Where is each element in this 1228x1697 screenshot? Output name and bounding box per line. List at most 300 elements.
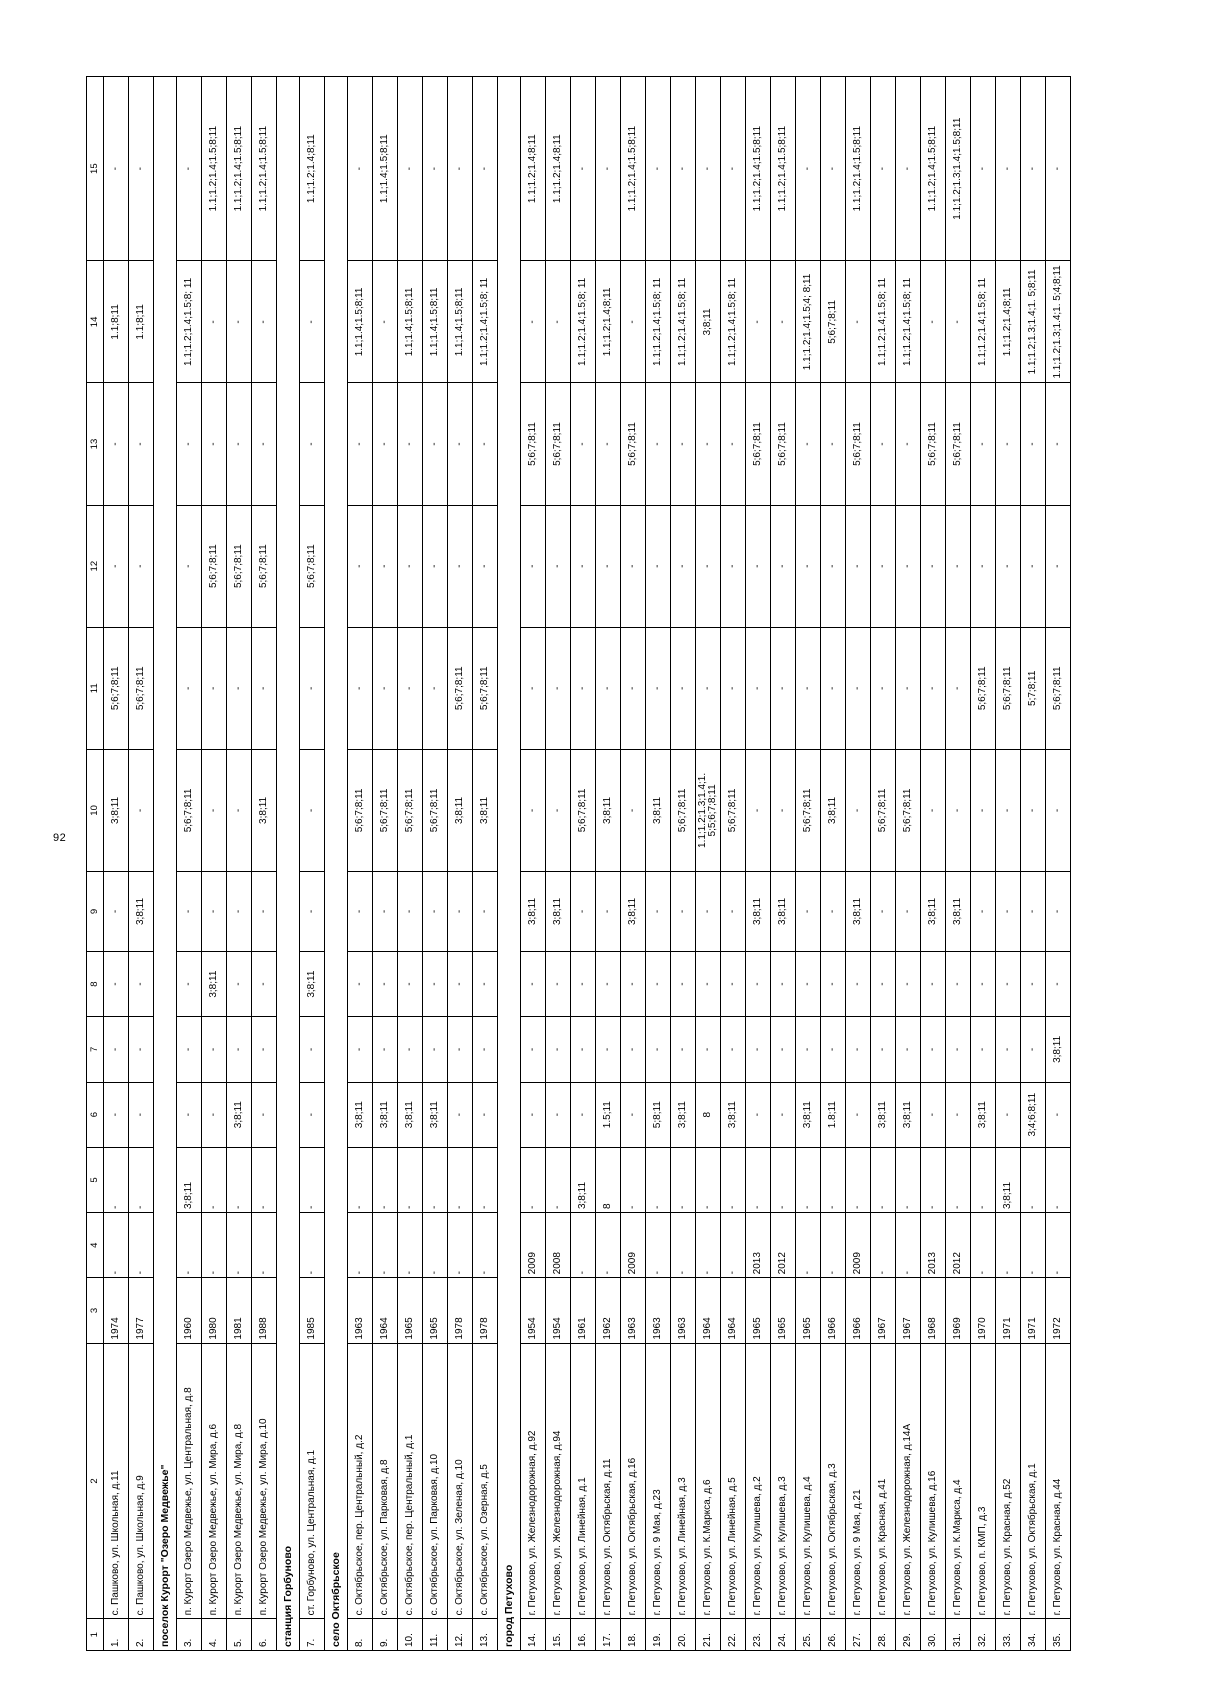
table-row: [227, 77, 252, 1651]
table-cell: -: [821, 871, 846, 951]
table-cell: -: [996, 383, 1021, 505]
table-cell: -: [621, 1147, 646, 1212]
table-row: [521, 77, 546, 1651]
year-cell: 1971: [1021, 1278, 1046, 1343]
table-cell: -: [348, 627, 373, 749]
table-cell: -: [996, 1082, 1021, 1147]
row-number: 8.: [348, 1619, 373, 1651]
table-cell: -: [721, 627, 746, 749]
table-cell: -: [129, 749, 154, 871]
table-cell: -: [971, 951, 996, 1016]
year-cell: 1964: [696, 1278, 721, 1343]
year-cell: 1960: [177, 1278, 202, 1343]
table-cell: -: [621, 505, 646, 627]
table-cell: -: [896, 1213, 921, 1278]
table-cell: 3;8;11: [671, 1082, 696, 1147]
table-cell: 3;8;11: [646, 749, 671, 871]
table-cell: -: [300, 261, 325, 383]
address-cell: г. Петухово, п. КМП, д.3: [971, 1343, 996, 1619]
table-cell: -: [1046, 749, 1071, 871]
table-cell: -: [473, 871, 498, 951]
document-viewport: [86, 76, 1228, 1647]
table-cell: 1.1;1.2;1.4;8;11: [521, 77, 546, 261]
table-cell: -: [896, 951, 921, 1016]
table-cell: 3;8;11: [796, 1082, 821, 1147]
table-row: [796, 77, 821, 1651]
table-cell: -: [671, 1017, 696, 1082]
table-cell: -: [571, 1082, 596, 1147]
table-cell: -: [871, 77, 896, 261]
table-cell: -: [398, 627, 423, 749]
table-cell: -: [423, 1147, 448, 1212]
year-cell: 1954: [546, 1278, 571, 1343]
table-cell: -: [227, 1017, 252, 1082]
table-cell: -: [921, 627, 946, 749]
table-cell: -: [871, 505, 896, 627]
table-cell: 1.1;1.2;1.4;1.5;8;11: [846, 77, 871, 261]
table-cell: -: [398, 1017, 423, 1082]
column-header: 4: [87, 1213, 104, 1278]
table-cell: -: [846, 749, 871, 871]
table-cell: -: [846, 627, 871, 749]
table-cell: -: [996, 951, 1021, 1016]
year-cell: 1978: [448, 1278, 473, 1343]
table-cell: -: [846, 1147, 871, 1212]
table-cell: 3;8;11: [177, 1147, 202, 1212]
address-cell: г. Петухово, ул. Октябрьская, д.1: [1021, 1343, 1046, 1619]
year-cell: 1970: [971, 1278, 996, 1343]
table-cell: -: [129, 77, 154, 261]
column-header: 7: [87, 1017, 104, 1082]
table-cell: -: [971, 749, 996, 871]
table-cell: 5;6;7;8;11: [846, 383, 871, 505]
table-cell: 5;6;7;8;11: [348, 749, 373, 871]
section-title: поселок Курорт "Озеро Медвежье": [154, 77, 177, 1651]
table-cell: -: [646, 1213, 671, 1278]
row-number: 29.: [896, 1619, 921, 1651]
table-cell: -: [646, 871, 671, 951]
year-cell: 1964: [373, 1278, 398, 1343]
table-cell: -: [896, 1147, 921, 1212]
table-cell: 1.1;1.2;1.3;1.4;1. 5;8;11: [1021, 261, 1046, 383]
table-cell: -: [821, 383, 846, 505]
table-cell: -: [796, 383, 821, 505]
table-cell: -: [129, 1017, 154, 1082]
table-cell: -: [996, 1213, 1021, 1278]
table-cell: 1.1;1.2;1.4;8;11: [300, 77, 325, 261]
table-cell: -: [423, 383, 448, 505]
year-cell: 1965: [796, 1278, 821, 1343]
table-cell: -: [846, 261, 871, 383]
table-cell: -: [796, 505, 821, 627]
table-cell: 5;6;7;8;11: [996, 627, 1021, 749]
year-cell: 1972: [1046, 1278, 1071, 1343]
table-row: [746, 77, 771, 1651]
address-cell: г. Петухово, ул. Октябрьская, д.11: [596, 1343, 621, 1619]
table-cell: 5;6;7;8;11: [373, 749, 398, 871]
address-cell: г. Петухово, ул. Линейная, д.1: [571, 1343, 596, 1619]
table-cell: -: [129, 1213, 154, 1278]
building-inspection-table: [86, 76, 1071, 1651]
row-number: 28.: [871, 1619, 896, 1651]
table-cell: 3;8;11: [871, 1082, 896, 1147]
table-cell: -: [696, 77, 721, 261]
table-cell: -: [971, 383, 996, 505]
table-cell: 1.1;1.2;1.4;1.5;8; 11: [971, 261, 996, 383]
table-cell: -: [202, 749, 227, 871]
row-number: 2.: [129, 1619, 154, 1651]
table-cell: -: [671, 505, 696, 627]
table-cell: -: [448, 77, 473, 261]
table-cell: -: [300, 1017, 325, 1082]
table-cell: -: [1046, 1147, 1071, 1212]
year-cell: 1963: [646, 1278, 671, 1343]
table-cell: 5;6;7;8;11: [621, 383, 646, 505]
table-cell: 1.1;1.2;1.3;1.4;1.5;8;11: [946, 77, 971, 261]
table-cell: -: [1021, 77, 1046, 261]
year-cell: 1971: [996, 1278, 1021, 1343]
year-cell: 1974: [104, 1278, 129, 1343]
table-cell: -: [104, 1147, 129, 1212]
table-cell: -: [521, 1082, 546, 1147]
row-number: 5.: [227, 1619, 252, 1651]
table-cell: -: [521, 749, 546, 871]
year-cell: 1966: [846, 1278, 871, 1343]
table-cell: -: [129, 1082, 154, 1147]
year-cell: 1978: [473, 1278, 498, 1343]
table-cell: -: [252, 871, 277, 951]
address-cell: г. Петухово, ул. 9 Мая, д.21: [846, 1343, 871, 1619]
table-cell: -: [202, 1213, 227, 1278]
page-number: 92: [53, 832, 67, 844]
table-cell: 5;6;7;8;11: [177, 749, 202, 871]
column-header: 10: [87, 749, 104, 871]
table-cell: -: [646, 1147, 671, 1212]
table-cell: -: [300, 383, 325, 505]
table-cell: -: [423, 871, 448, 951]
row-number: 11.: [423, 1619, 448, 1651]
table-cell: 5;6;7;8;11: [1046, 627, 1071, 749]
row-number: 23.: [746, 1619, 771, 1651]
address-cell: с. Октябрьское, ул. Озерная, д.5: [473, 1343, 498, 1619]
table-cell: -: [696, 951, 721, 1016]
table-cell: -: [177, 627, 202, 749]
table-cell: -: [596, 1017, 621, 1082]
table-cell: -: [696, 1147, 721, 1212]
table-cell: -: [1021, 1213, 1046, 1278]
table-cell: -: [473, 77, 498, 261]
year-cell: 1963: [348, 1278, 373, 1343]
address-cell: г. Петухово, ул. Красная, д.41: [871, 1343, 896, 1619]
table-cell: 5;6;7;8;11: [104, 627, 129, 749]
section-row: [277, 77, 300, 1651]
table-cell: -: [546, 749, 571, 871]
table-cell: -: [846, 1017, 871, 1082]
table-cell: -: [871, 627, 896, 749]
table-cell: -: [946, 1082, 971, 1147]
table-cell: 3;8;11: [104, 749, 129, 871]
table-cell: -: [473, 1147, 498, 1212]
table-cell: 1.8;11: [821, 1082, 846, 1147]
table-cell: -: [473, 1017, 498, 1082]
table-cell: -: [448, 1213, 473, 1278]
row-number: 31.: [946, 1619, 971, 1651]
column-header: 2: [87, 1343, 104, 1619]
table-cell: -: [300, 1147, 325, 1212]
table-cell: -: [671, 871, 696, 951]
table-cell: 1.1;1.2;1.4;1.5;8; 11: [896, 261, 921, 383]
table-cell: -: [921, 951, 946, 1016]
table-cell: -: [946, 749, 971, 871]
table-cell: -: [971, 1147, 996, 1212]
table-cell: -: [696, 383, 721, 505]
table-body: [87, 77, 1071, 1651]
table-cell: -: [721, 871, 746, 951]
table-cell: 5;6;7;8;11: [721, 749, 746, 871]
table-row: [696, 77, 721, 1651]
table-cell: -: [871, 1147, 896, 1212]
table-cell: -: [571, 1213, 596, 1278]
column-header: 3: [87, 1278, 104, 1343]
table-cell: 3;8;11: [448, 749, 473, 871]
section-row: [154, 77, 177, 1651]
table-cell: -: [571, 505, 596, 627]
table-cell: -: [104, 77, 129, 261]
row-number: 22.: [721, 1619, 746, 1651]
table-row: [104, 77, 129, 1651]
table-cell: -: [348, 383, 373, 505]
table-cell: 3;8;11: [721, 1082, 746, 1147]
row-number: 27.: [846, 1619, 871, 1651]
table-cell: -: [571, 951, 596, 1016]
table-cell: -: [104, 871, 129, 951]
table-cell: 1.1;1.2;1.3;1.4;1. 5;4;8;11: [1046, 261, 1071, 383]
table-cell: 3;8;11: [771, 871, 796, 951]
table-cell: 5;6;7;8;11: [423, 749, 448, 871]
year-cell: 1963: [621, 1278, 646, 1343]
table-cell: 3;8;11: [996, 1147, 1021, 1212]
table-cell: -: [473, 951, 498, 1016]
table-cell: -: [1021, 951, 1046, 1016]
table-cell: 1.1;1.4;1.5;8;11: [373, 77, 398, 261]
table-cell: 1.1;1.2;1.4;1.5;4; 8;11: [796, 261, 821, 383]
address-cell: п. Курорт Озеро Медвежье, ул. Мира, д.10: [252, 1343, 277, 1619]
table-cell: 5;6;7;8;11: [871, 749, 896, 871]
table-cell: 5;6;7;8;11: [546, 383, 571, 505]
address-cell: г. Петухово, ул. Железнодорожная, д.14А: [896, 1343, 921, 1619]
table-cell: -: [646, 383, 671, 505]
table-cell: -: [1046, 951, 1071, 1016]
address-cell: г. Петухово, ул. Кулишева, д.3: [771, 1343, 796, 1619]
table-cell: -: [373, 951, 398, 1016]
row-number: 34.: [1021, 1619, 1046, 1651]
table-cell: -: [129, 951, 154, 1016]
table-cell: -: [348, 951, 373, 1016]
table-cell: -: [1021, 1017, 1046, 1082]
table-cell: 1.1;1.2;1.4;1.5;8;11: [227, 77, 252, 261]
table-cell: -: [423, 1017, 448, 1082]
year-cell: 1967: [871, 1278, 896, 1343]
year-cell: 1963: [671, 1278, 696, 1343]
table-cell: 1.1;1.2;1.4;1.5;8; 11: [473, 261, 498, 383]
table-cell: -: [746, 951, 771, 1016]
table-cell: -: [646, 505, 671, 627]
table-cell: -: [227, 261, 252, 383]
table-cell: -: [546, 1017, 571, 1082]
column-header: 13: [87, 383, 104, 505]
year-cell: 1981: [227, 1278, 252, 1343]
table-cell: -: [746, 749, 771, 871]
table-cell: -: [1046, 77, 1071, 261]
table-cell: 5;6;7;8;11: [448, 627, 473, 749]
table-cell: -: [821, 77, 846, 261]
table-cell: -: [646, 627, 671, 749]
table-cell: 1.1;1.2;1.4;1.5;8; 11: [177, 261, 202, 383]
table-cell: -: [846, 951, 871, 1016]
table-cell: -: [448, 1017, 473, 1082]
row-number: 30.: [921, 1619, 946, 1651]
table-cell: -: [871, 951, 896, 1016]
year-cell: 1985: [300, 1278, 325, 1343]
row-number: 35.: [1046, 1619, 1071, 1651]
row-number: 12.: [448, 1619, 473, 1651]
table-cell: -: [252, 1017, 277, 1082]
table-cell: -: [398, 77, 423, 261]
table-cell: -: [721, 505, 746, 627]
address-cell: г. Петухово, ул. Линейная, д.5: [721, 1343, 746, 1619]
table-cell: -: [671, 77, 696, 261]
table-cell: -: [373, 261, 398, 383]
table-cell: -: [300, 749, 325, 871]
year-cell: 1968: [921, 1278, 946, 1343]
table-cell: -: [571, 383, 596, 505]
address-cell: г. Петухово, ул. 9 Мая, д.23: [646, 1343, 671, 1619]
table-cell: 1.1;1.2;1.4;1.5;8; 11: [871, 261, 896, 383]
table-cell: -: [796, 77, 821, 261]
table-cell: -: [571, 627, 596, 749]
table-cell: -: [746, 1147, 771, 1212]
table-cell: 2009: [846, 1213, 871, 1278]
table-row: [946, 77, 971, 1651]
table-cell: -: [1046, 1082, 1071, 1147]
table-cell: -: [721, 1213, 746, 1278]
table-cell: 5;6;7;8;11: [896, 749, 921, 871]
table-cell: -: [796, 1147, 821, 1212]
table-cell: 5;6;7;8;11: [252, 505, 277, 627]
table-cell: -: [252, 951, 277, 1016]
table-cell: -: [571, 1017, 596, 1082]
table-cell: -: [448, 871, 473, 951]
table-cell: 3;8;11: [971, 1082, 996, 1147]
table-cell: 1.1;1.2;1.4;1.5;8;11: [771, 77, 796, 261]
row-number: 9.: [373, 1619, 398, 1651]
table-cell: 3;8;11: [546, 871, 571, 951]
table-cell: 3;8;11: [398, 1082, 423, 1147]
table-cell: -: [771, 1082, 796, 1147]
address-cell: с. Октябрьское, ул. Парковая, д.8: [373, 1343, 398, 1619]
table-cell: 1.1;1.4;1.5;8;11: [398, 261, 423, 383]
table-cell: -: [252, 627, 277, 749]
table-cell: -: [796, 951, 821, 1016]
table-cell: -: [1046, 1213, 1071, 1278]
table-cell: -: [596, 951, 621, 1016]
table-cell: -: [448, 383, 473, 505]
table-cell: -: [696, 1017, 721, 1082]
table-cell: 2009: [621, 1213, 646, 1278]
table-cell: -: [398, 951, 423, 1016]
table-cell: -: [621, 951, 646, 1016]
table-cell: 3;8;11: [521, 871, 546, 951]
table-cell: -: [921, 1082, 946, 1147]
address-cell: г. Петухово, ул. Линейная, д.3: [671, 1343, 696, 1619]
year-cell: 1977: [129, 1278, 154, 1343]
table-cell: -: [871, 1017, 896, 1082]
table-cell: -: [202, 261, 227, 383]
table-cell: -: [177, 951, 202, 1016]
table-cell: -: [202, 1082, 227, 1147]
table-cell: -: [571, 77, 596, 261]
year-cell: 1962: [596, 1278, 621, 1343]
table-cell: -: [821, 505, 846, 627]
table-cell: -: [671, 951, 696, 1016]
table-cell: -: [104, 1082, 129, 1147]
table-cell: -: [696, 871, 721, 951]
row-number: 24.: [771, 1619, 796, 1651]
year-cell: 1961: [571, 1278, 596, 1343]
table-cell: -: [596, 627, 621, 749]
table-cell: -: [671, 627, 696, 749]
year-cell: 1954: [521, 1278, 546, 1343]
table-cell: 1.1;1.4;1.5;8;11: [348, 261, 373, 383]
table-cell: -: [177, 383, 202, 505]
table-cell: 5;6;7;8;11: [771, 383, 796, 505]
table-row: [896, 77, 921, 1651]
table-cell: -: [521, 951, 546, 1016]
address-cell: п. Курорт Озеро Медвежье, ул. Мира, д.6: [202, 1343, 227, 1619]
table-cell: -: [373, 383, 398, 505]
table-cell: -: [398, 1213, 423, 1278]
table-cell: 1.1;8;11: [129, 261, 154, 383]
table-cell: -: [129, 1147, 154, 1212]
table-row: [971, 77, 996, 1651]
table-cell: -: [546, 505, 571, 627]
table-row: [373, 77, 398, 1651]
table-cell: -: [521, 505, 546, 627]
table-cell: -: [796, 627, 821, 749]
address-cell: с. Октябрьское, пер. Центральный, д.2: [348, 1343, 373, 1619]
row-number: 1.: [104, 1619, 129, 1651]
table-cell: -: [227, 749, 252, 871]
table-cell: -: [1046, 383, 1071, 505]
column-header: 6: [87, 1082, 104, 1147]
table-cell: -: [521, 627, 546, 749]
table-cell: 3;8;11: [746, 871, 771, 951]
table-row: [771, 77, 796, 1651]
row-number: 25.: [796, 1619, 821, 1651]
table-cell: 5;7;8;11: [1021, 627, 1046, 749]
table-cell: 3;8;11: [129, 871, 154, 951]
table-cell: -: [373, 1017, 398, 1082]
table-cell: 5;6;7;8;11: [971, 627, 996, 749]
table-row: [1021, 77, 1046, 1651]
table-cell: 8: [696, 1082, 721, 1147]
table-cell: -: [104, 1017, 129, 1082]
table-cell: -: [971, 77, 996, 261]
table-cell: -: [771, 749, 796, 871]
table-cell: 5;6;7;8;11: [796, 749, 821, 871]
row-number: 17.: [596, 1619, 621, 1651]
table-cell: 5;6;7;8;11: [473, 627, 498, 749]
